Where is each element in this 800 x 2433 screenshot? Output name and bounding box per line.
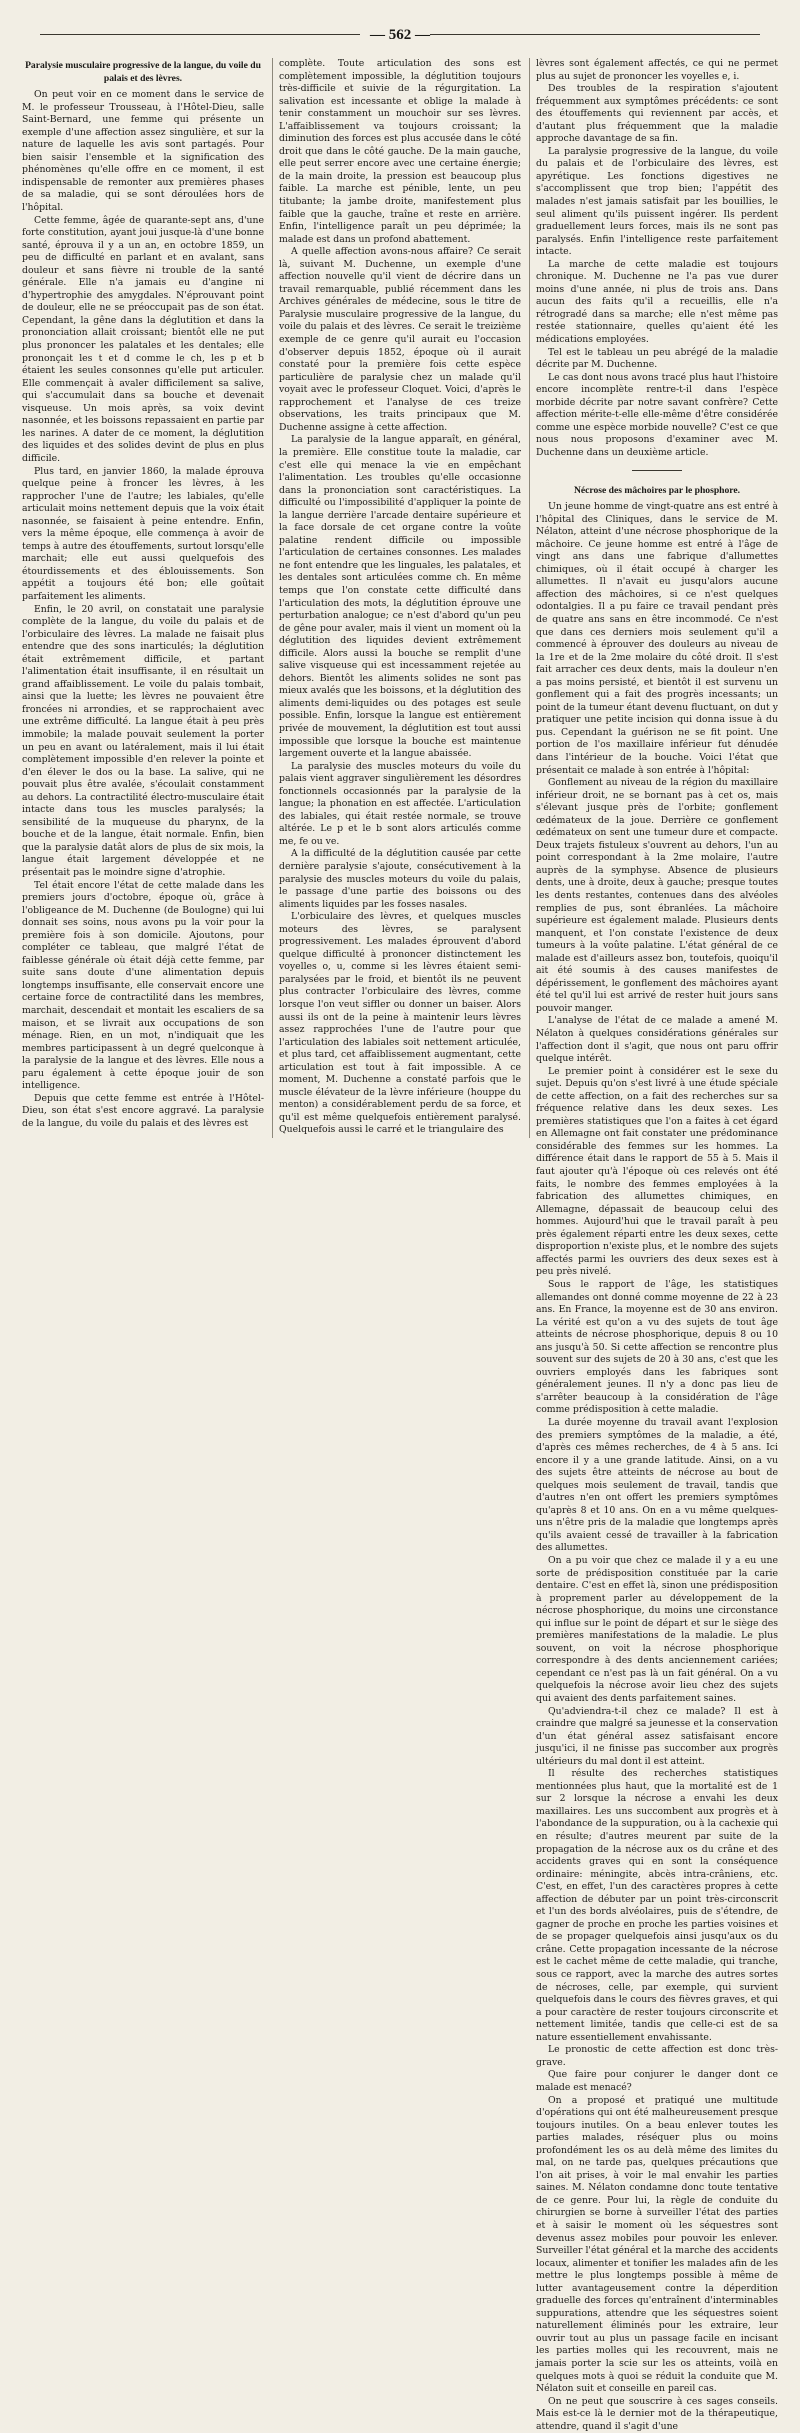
article-paragraph: Plus tard, en janvier 1860, la malade éprouva quelque peine à froncer les lèvres, à les rapprocher l'une de l'autre; les labiales, qu'elle articulait moins nettement depuis que la voix était nasonnée, se faisaient à peine entendre. Enfin, vers la même époque, elle commença à avoir de temps à autre des étouffements, surtout lorsqu'elle marchait; elle eut aussi quelquefois des étourdissements et des éblouissements. Son appétit a toujours été bon; elle goûtait parfaitement les aliments.: [22, 465, 264, 602]
article-paragraph: On ne peut que souscrire à ces sages conseils. Mais est-ce là le dernier mot de la thérapeutique, attendre, quand il s'agit d'une: [536, 2395, 778, 2432]
article-paragraph: Qu'adviendra-t-il chez ce malade? Il est à craindre que malgré sa jeunesse et la conservation d'un état général assez satisfaisant encore jusqu'ici, il ne finisse pas succomber aux progrès ultérieurs du mal dont il est atteint.: [536, 1705, 778, 1767]
header-rule-right: [430, 34, 760, 35]
article-columns: [22, 58, 779, 2432]
article-paragraph: Des troubles de la respiration s'ajoutent fréquemment aux symptômes précédents: ce sont des étouffements qui reviennent par accès, et d'autant plus fréquemment que la maladie approche davantage de sa fin.: [536, 83, 778, 145]
page-header: [40, 22, 760, 46]
article-paragraph: L'orbiculaire des lèvres, et quelques muscles moteurs des lèvres, se paralysent progressivement. Les malades éprouvent d'abord quelque difficulté à prononcer distinctement les voyelles o, u, comme si les lèvres étaient semi-paralysées par le froid, et bientôt ils ne peuvent plus contracter l'orbiculaire des lèvres, comme lorsque l'on veut siffler ou donner un baiser. Alors aussi ils ont de la peine à maintenir leurs lèvres assez rapprochées l'une de l'autre pour que l'articulation des labiales soit nettement articulée, et plus tard, cet affaiblissement augmentant, cette articulation est tout à fait impossible. A ce moment, M. Duchenne a constaté parfois que le muscle élévateur de la lèvre inférieure (houppe du menton) a considérablement perdu de sa force, et qu'il est même quelquefois entièrement paralysé. Quelquefois aussi le carré et le triangulaire des: [279, 911, 521, 1136]
article-paragraph: Le pronostic de cette affection est donc très-grave.: [536, 2044, 778, 2068]
article-separator: [632, 470, 682, 471]
article-title: Nécrose des mâchoires par le phosphore.: [573, 484, 741, 496]
page-number: — 562 —: [360, 27, 440, 43]
article-paragraph: Il résulte des recherches statistiques mentionnées plus haut, que la mortalité est de 1 sur 2 lorsque la nécrose a envahi les deux maxillaires. Les uns succombent aux progrès et à l'abondance de la suppuration, ou à la cachexie qui en résulte; d'autres meurent par suite de la propagation de la nécrose aux os du crâne et des accidents graves qui en sont la conséquence ordinaire: méningite, abcès intra-crâniens, etc. C'est, en effet, l'un des caractères propres à cette affection de débuter par un point très-circonscrit et l'un des bords alvéolaires, puis de s'étendre, de gagner de proche en proche les parties voisines et de se propager quelquefois ainsi jusqu'aux os du crâne. Cette propagation incessante de la nécrose est le cachet même de cette maladie, qui tranche, sous ce rapport, avec la marche des autres sortes de nécroses, celle, par exemple, qui survient quelquefois dans le cours des fièvres graves, et qui a pour caractère de rester toujours circonscrite et nettement limitée, tandis que celle-ci est de sa nature essentiellement envahissante.: [536, 1768, 779, 2043]
article-paragraph: On a pu voir que chez ce malade il y a eu une sorte de prédisposition constituée par la carie dentaire. C'est en effet là, sinon une prédisposition à proprement parler au développement de la nécrose phosphorique, du moins une circonstance qui influe sur le point de départ et sur le siège des premières manifestations de la maladie. Le plus souvent, on voit la nécrose phosphorique correspondre à des dents anciennement cariées; cependant ce n'est pas là un fait général. On a vu quelquefois la nécrose avoir lieu chez des sujets qui avaient des dents parfaitement saines.: [536, 1554, 778, 1704]
article-paragraph: La marche de cette maladie est toujours chronique. M. Duchenne ne l'a pas vue durer moins d'une année, ni plus de trois ans. Dans aucun des faits qu'il a recueillis, elle n'a rétrogradé dans sa marche; elle n'est même pas restée stationnaire, quelles qu'aient été les médications employées.: [536, 258, 778, 346]
article-paragraph: Enfin, le 20 avril, on constatait une paralysie complète de la langue, du voile du palais et de l'orbiculaire des lèvres. La malade ne faisait plus entendre que des sons inarticulés; la déglutition était extrêmement difficile, et partant l'alimentation était insuffisante, il en résultait un grand affaiblissement. Le voile du palais tombait, ainsi que la luette; les lèvres ne pouvaient être froncées ni arrondies, et se rapprochaient avec une extrême difficulté. La langue était à peu près immobile; la malade pouvait seulement la porter un peu en avant ou latéralement, mais il lui était complètement impossible d'en relever la pointe et d'en élever le dos ou la base. La salive, qui ne pouvait plus être avalée, s'écoulait constamment au dehors. La contractilité électro-musculaire était intacte dans tous les muscles paralysés; la sensibilité de la muqueuse du pharynx, de la bouche et de la langue, était normale. Enfin, bien que la paralysie datât alors de plus de six mois, la langue était largement développée et ne présentait pas le moindre signe d'atrophie.: [22, 603, 264, 878]
article-paragraph: A quelle affection avons-nous affaire? Ce serait là, suivant M. Duchenne, un exemple d'une affection nouvelle qu'il vient de décrire dans un travail remarquable, publié récemment dans les Archives générales de médecine, sous le titre de Paralysie musculaire progressive de la langue, du voile du palais et des lèvres. Ce serait le treizième exemple de ce genre qu'il aurait eu l'occasion d'observer depuis 1852, époque où il aurait constaté pour la première fois cette espèce particulière de paralysie chez un malade qu'il voyait avec le professeur Cloquet. Voici, d'après le rapprochement et l'analyse de ces treize observations, les traits principaux que M. Duchenne assigne à cette affection.: [279, 246, 521, 433]
text-column-2: [272, 58, 521, 1138]
article-paragraph: Que faire pour conjurer le danger dont ce malade est menacé?: [536, 2069, 778, 2093]
article-paragraph-continued: complète. Toute articulation des sons est complètement impossible, la déglutition toujours très-difficile et suivie de la régurgitation. La salivation est incessante et oblige la malade à tenir constamment un mouchoir sur ses lèvres. L'affaiblissement va toujours croissant; la diminution des forces est plus accusée dans le côté droit que dans le côté gauche. De la main gauche, elle peut serrer encore avec une certaine énergie; de la main droite, la pression est beaucoup plus faible. La marche est pénible, lente, un peu titubante; la jambe droite, manifestement plus faible que la gauche, traîne et reste en arrière. Enfin, l'intelligence paraît un peu déprimée; la malade est dans un profond abattement.: [279, 58, 521, 245]
article-paragraph: Le cas dont nous avons tracé plus haut l'histoire encore incomplète rentre-t-il dans l'espèce morbide décrite par notre savant confrère? Cette affection mérite-t-elle elle-même d'être considérée comme une espèce morbide nouvelle? C'est ce que nous nous proposons d'examiner avec M. Duchenne dans un deuxième article.: [536, 371, 778, 458]
article-paragraph: Un jeune homme de vingt-quatre ans est entré à l'hôpital des Cliniques, dans le service de M. Nélaton, atteint d'une nécrose phosphorique de la mâchoire. Ce jeune homme est entré à l'âge de vingt ans dans une fabrique d'allumettes chimiques, où il était occupé à charger les allumettes. Il n'avait eu jusqu'alors aucune affection des mâchoires, si ce n'est quelques odontalgies. Il a pu faire ce travail pendant près de quatre ans sans en être incommodé. Ce n'est que dans ces derniers mois seulement qu'il a commencé à éprouver des douleurs au niveau de la 1re et de la 2me molaire du côté droit. Il s'est fait arracher ces deux dents, mais la douleur n'en a pas moins persisté, et bientôt il est survenu un gonflement qui a fait des progrès incessants; un point de la tumeur étant devenu fluctuant, on dut y pratiquer une petite incision qui donna issue à du pus. Cependant la guérison ne se fit point. Une portion de l'os maxillaire inférieur fut dénudée dans l'intérieur de la bouche. Voici l'état que présentait ce malade à son entrée à l'hôpital:: [536, 501, 778, 776]
text-column-flow: [22, 58, 264, 1138]
article-paragraph: La paralysie des muscles moteurs du voile du palais vient aggraver singulièrement les désordres fonctionnels occasionnés par la paralysie de la langue; la phonation en est affectée. L'articulation des labiales, qui était restée normale, se trouve altérée. Le p et le b sont alors articulés comme me, fe ou ve.: [279, 760, 521, 847]
article-paragraph: Gonflement au niveau de la région du maxillaire inférieur droit, ne se bornant pas à cet os, mais s'élevant jusque près de l'orbite; gonflement œdémateux de la joue. Derrière ce gonflement œdémateux on sent une tumeur dure et compacte. Deux trajets fistuleux s'ouvrent au dehors, l'un au point correspondant à la 2me molaire, l'autre auprès de la symphyse. Absence de plusieurs dents, une à droite, deux à gauche; presque toutes les dents restantes, contenues dans des alvéoles remplies de pus, sont ébranlées. La mâchoire supérieure est également malade. Plusieurs dents manquent, et l'on constate l'existence de deux tumeurs à la voûte palatine. L'état général de ce malade est d'ailleurs assez bon, toutefois, quoiqu'il ait été soumis à des causes manifestes de dépérissement, le gonflement des mâchoires ayant été tel qu'il lui est arrivé de rester huit jours sans pouvoir manger.: [536, 777, 778, 1014]
article-paragraph: On peut voir en ce moment dans le service de M. le professeur Trousseau, à l'Hôtel-Dieu, salle Saint-Bernard, une femme qui présente un exemple d'une affection assez singulière, et sur la nature de laquelle les avis sont partagés. Pour bien saisir l'ensemble et la signification des phénomènes qu'elle offre en ce moment, il est indispensable de remonter aux premières phases de sa maladie, qui se sont déroulées hors de l'hôpital.: [22, 89, 264, 214]
article-paragraph-continued: lèvres sont également affectés, ce qui ne permet plus au sujet de prononcer les voyelles e, i.: [536, 58, 778, 82]
header-rule-left: [40, 34, 370, 35]
article-paragraph: On a proposé et pratiqué une multitude d'opérations qui ont été malheureusement presque toujours inutiles. On a beau enlever toutes les parties malades, réséquer plus ou moins profondément les os au delà même des limites du mal, on ne tarde pas, quelques précautions que l'on ait prises, à voir le mal envahir les parties saines. M. Nélaton condamne donc toute tentative de ce genre. Pour lui, la règle de conduite du chirurgien se borne à surveiller l'état des parties et à saisir le moment où les séquestres sont devenus assez mobiles pour pouvoir les enlever. Surveiller l'état général et la marche des accidents locaux, alimenter et tonifier les malades afin de les mettre le plus longtemps possible à même de lutter avantageusement contre la déperdition graduelle des forces qu'entraînent d'interminables suppurations, attendre que les séquestres soient naturellement éliminés pour les extraire, leur ouvrir tout au plus un passage facile en incisant les parties molles qui les recouvrent, mais ne jamais porter la scie sur les os atteints, voilà en quelques mots à quoi se réduit la conduite que M. Nélaton suit et conseille en pareil cas.: [536, 2094, 778, 2395]
article-paragraph: La paralysie progressive de la langue, du voile du palais et de l'orbiculaire des lèvres, est apyrétique. Les fonctions digestives ne s'accomplissent que trop bien; l'appétit des malades n'est jamais satisfait par les bouillies, le seul aliment qu'ils puissent ingérer. Ils perdent graduellement leurs forces, mais ils ne sont pas paralysés. Enfin l'intelligence reste parfaitement intacte.: [536, 145, 778, 258]
article-paragraph: Cette femme, âgée de quarante-sept ans, d'une forte constitution, ayant joui jusque-là d'une bonne santé, éprouva il y a un an, en octobre 1859, un peu de difficulté en parlant et en avalant, sans douleur et sans fièvre ni trouble de la santé générale. Elle n'a jamais eu d'angine ni d'hypertrophie des amygdales. N'éprouvant point de douleur, elle ne se préoccupait pas de son état. Cependant, la gêne dans la déglutition et dans la prononciation allait croissant; bientôt elle ne put plus prononcer les palatales et les dentales; elle prononçait les t et d comme le ch, les p et b étaient les seules consonnes qu'elle put articuler. Elle commençait à avaler difficilement sa salive, qui s'accumulait dans sa bouche et devenait visqueuse. Un mois après, sa voix devint nasonnée, et les boissons repassaient en partie par les narines. A dater de ce moment, la déglutition des liquides et des solides devint de plus en plus difficile.: [22, 214, 264, 464]
article-paragraph: L'analyse de l'état de ce malade a amené M. Nélaton à quelques considérations générales sur l'affection dont il s'agit, que nous ont paru offrir quelque intérêt.: [536, 1015, 778, 1065]
article-paragraph: A la difficulté de la déglutition causée par cette dernière paralysie s'ajoute, consécutivement à la paralysie des muscles moteurs du voile du palais, le passage d'une partie des boissons ou des aliments liquides par les fosses nasales.: [279, 848, 521, 910]
article-title: Paralysie musculaire progressive de la langue, du voile du palais et des lèvres.: [25, 60, 261, 84]
text-column-3: [529, 58, 779, 2432]
article-paragraph: Sous le rapport de l'âge, les statistiques allemandes ont donné comme moyenne de 22 à 23 ans. En France, la moyenne est de 30 ans environ. La vérité est qu'on a vu des sujets de tout âge atteints de nécrose phosphorique, depuis 8 ou 10 ans jusqu'à 50. Si cette affection se rencontre plus souvent sur des sujets de 20 à 30 ans, c'est que les ouvriers employés dans les fabriques sont généralement jeunes. Il n'y a donc pas lieu de s'arrêter beaucoup à la considération de l'âge comme prédisposition à cette maladie.: [536, 1278, 778, 1416]
article-paragraph: La paralysie de la langue apparaît, en général, la première. Elle constitue toute la maladie, car c'est elle qui menace la vie en empêchant l'alimentation. Les troubles qu'elle occasionne dans la prononciation sont caractéristiques. La difficulté ou l'impossibilité d'appliquer la pointe de la langue derrière l'arcade dentaire supérieure et la face dorsale de cet organe contre la voûte palatine rendent difficile ou impossible l'articulation de certaines consonnes. Les malades ne font entendre que les linguales, les palatales, et les dentales sont articulées comme ch. En même temps que l'on constate cette difficulté dans l'articulation des mots, la déglutition éprouve une perturbation analogue; ce n'est d'abord qu'un peu de gêne pour avaler, mais il vient un moment où la déglutition des liquides devient extrêmement difficile. Alors aussi la bouche se remplit d'une salive visqueuse qui est incessamment rejetée au dehors. Bientôt les aliments solides ne sont pas mieux avalés que les boissons, et la déglutition des aliments demi-liquides ou des potages est seule possible. Enfin, lorsque la langue est entièrement privée de mouvement, la déglutition est tout aussi impossible que lorsque la bouche est maintenue largement ouverte et la langue abaissée.: [279, 434, 521, 760]
article-paragraph: Le premier point à considérer est le sexe du sujet. Depuis qu'on s'est livré à une étude spéciale de cette affection, on a fait des recherches sur sa fréquence relative dans les deux sexes. Les premières statistiques que l'on a faites à cet égard en Allemagne ont fait constater une prédominance considérable des femmes sur les hommes. La différence était dans le rapport de 55 à 5. Mais il faut ajouter qu'à l'époque où ces relevés ont été faits, le nombre des femmes employées à la fabrication des allumettes chimiques, en Allemagne, dépassait de beaucoup celui des hommes. Aujourd'hui que le travail paraît à peu près également réparti entre les deux sexes, cette disproportion n'existe plus, et le nombre des sujets affectés parmi les ouvriers des deux sexes est à peu près nivelé.: [536, 1065, 778, 1278]
article-paragraph: Tel était encore l'état de cette malade dans les premiers jours d'octobre, époque où, grâce à l'obligeance de M. Duchenne (de Boulogne) qui lui donnait ses soins, nous avons pu la voir pour la première fois à son domicile. Ajoutons, pour compléter ce tableau, que malgré l'état de faiblesse générale où était déjà cette femme, par suite sans doute d'une alimentation depuis longtemps insuffisante, elle conservait encore une certaine force de contractilité dans les membres, marchait, descendait et montait les escaliers de sa maison, et se livrait aux occupations de son ménage. Rien, en un mot, n'indiquait que les membres participassent à un degré quelconque à la paralysie de la langue et des lèvres. Elle nous a paru également à cette époque jouir de son intelligence.: [22, 879, 264, 1092]
article-paragraph: La durée moyenne du travail avant l'explosion des premiers symptômes de la maladie, a été, d'après ces mêmes recherches, de 4 à 5 ans. Ici encore il y a une grande latitude. Ainsi, on a vu des sujets être atteints de nécrose au bout de quelques mois seulement de travail, tandis que d'autres n'en ont offert les premiers symptômes qu'après 8 et 10 ans. On en a vu même quelques-uns n'être pris de la maladie que longtemps après qu'ils avaient cessé de travailler à la fabrication des allumettes.: [536, 1416, 778, 1554]
article-paragraph: Depuis que cette femme est entrée à l'Hôtel-Dieu, son état s'est encore aggravé. La paralysie de la langue, du voile du palais et des lèvres est: [22, 1092, 264, 1129]
article-paragraph: Tel est le tableau un peu abrégé de la maladie décrite par M. Duchenne.: [536, 346, 778, 371]
